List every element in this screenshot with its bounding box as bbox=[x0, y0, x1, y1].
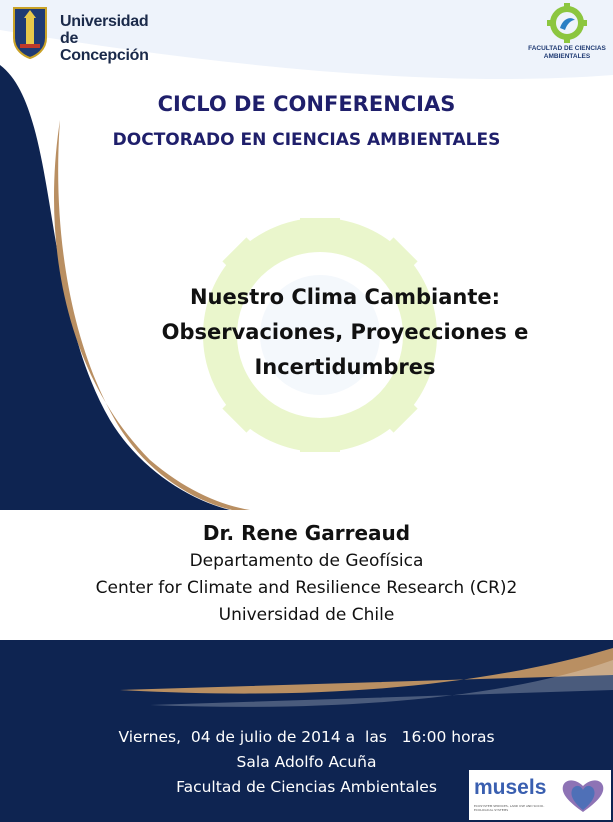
talk-title-line: Observaciones, Proyecciones e bbox=[161, 320, 529, 344]
udec-crest-icon bbox=[10, 4, 50, 60]
speaker-center: Center for Climate and Resilience Research (CR)2 bbox=[95, 578, 518, 598]
udec-logo bbox=[10, 4, 170, 64]
event-date-time: Viernes, 04 de julio de 2014 a las 16:00 horas bbox=[118, 728, 495, 746]
event-venue: Sala Adolfo Acuña bbox=[236, 753, 377, 771]
university-name-line1: Universidad bbox=[60, 13, 149, 30]
series-title: CICLO DE CONFERENCIAS bbox=[157, 92, 456, 116]
musels-heart-icon bbox=[559, 776, 607, 814]
musels-logo bbox=[469, 770, 611, 820]
program-title: DOCTORADO EN CIENCIAS AMBIENTALES bbox=[112, 130, 501, 150]
university-name-line2: de Concepción bbox=[60, 30, 149, 64]
musels-logo-tagline: ECOSYSTEM SERVICES, LAND USE AND SOCIO-ECOLOGICAL SYSTEMS bbox=[474, 804, 545, 812]
speaker-block bbox=[0, 518, 613, 629]
talk-title bbox=[120, 280, 570, 385]
speaker-department: Departamento de Geofísica bbox=[189, 551, 424, 571]
speaker-university: Universidad de Chile bbox=[218, 605, 395, 625]
event-faculty: Facultad de Ciencias Ambientales bbox=[176, 778, 437, 796]
faculty-gear-icon bbox=[545, 2, 589, 44]
faculty-logo bbox=[525, 2, 609, 68]
talk-title-line: Nuestro Clima Cambiante: bbox=[189, 285, 501, 309]
faculty-logo-text: FACULTAD DE CIENCIAS AMBIENTALES bbox=[528, 45, 606, 60]
speaker-name: Dr. Rene Garreaud bbox=[202, 521, 411, 545]
musels-logo-word: musels bbox=[474, 776, 547, 799]
talk-title-line: Incertidumbres bbox=[254, 355, 436, 379]
